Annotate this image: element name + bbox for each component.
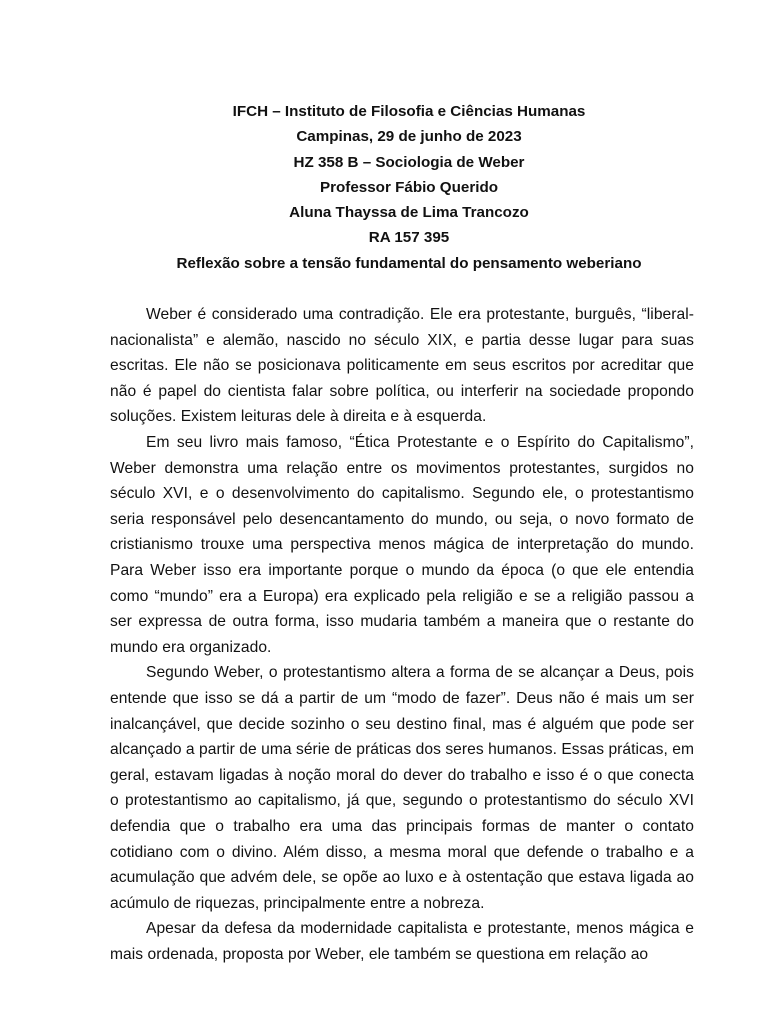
document-header bbox=[110, 99, 694, 276]
course-line: HZ 358 B – Sociologia de Weber bbox=[293, 153, 525, 171]
place-date-line: Campinas, 29 de junho de 2023 bbox=[296, 128, 522, 146]
paragraph: Segundo Weber, o protestantismo altera a forma de se alcançar a Deus, pois entende que isso se dá a partir de um “modo de fazer”. Deus não é mais um ser inalcançável, que decide sozinho o seu destino final, mas é alguém que pode ser alcançado a partir de uma série de práticas dos seres humanos. Essas práticas, em geral, estavam ligadas à noção moral do dever do trabalho e isso é o que conecta o protestantismo ao capitalismo, já que, segundo o protestantismo do século XVI defendia que o trabalho era uma das principais formas de manter o contato cotidiano com o divino. Além disso, a mesma moral que defende o trabalho e a acumulação que advém dele, se opõe ao luxo e à ostentação que estava ligada ao acúmulo de riquezas, principalmente entre a nobreza. bbox=[110, 664, 694, 912]
paragraph: Em seu livro mais famoso, “Ética Protestante e o Espírito do Capitalismo”, Weber demonstra uma relação entre os movimentos protestantes, surgidos no século XVI, e o desenvolvimento do capitalismo. Segundo ele, o protestantismo seria responsável pelo desencantamento do mundo, ou seja, o novo formato de cristianismo trouxe uma perspectiva menos mágica de interpretação do mundo. Para Weber isso era importante porque o mundo da época (o que ele entendia como “mundo” era a Europa) era explicado pela religião e se a religião passou a ser expressa de outra forma, isso mudaria também a maneira que o restante do mundo era organizado. bbox=[110, 434, 694, 656]
document-title: Reflexão sobre a tensão fundamental do pensamento weberiano bbox=[176, 254, 642, 272]
professor-line: Professor Fábio Querido bbox=[319, 178, 499, 196]
document-body bbox=[110, 302, 694, 967]
paragraph: Apesar da defesa da modernidade capitalista e protestante, menos mágica e mais ordenada, proposta por Weber, ele também se questiona em relação ao bbox=[110, 920, 694, 963]
paragraph: Weber é considerado uma contradição. Ele era protestante, burguês, “liberal-nacionalista” e alemão, nascido no século XIX, e partia desse lugar para suas escritas. Ele não se posicionava politicamente em seus escritos por acreditar que não é papel do cientista falar sobre política, ou interferir na sociedade propondo soluções. Existem leituras dele à direita e à esquerda. bbox=[110, 306, 694, 426]
institute-line: IFCH – Instituto de Filosofia e Ciências Humanas bbox=[232, 103, 586, 120]
student-ra-line: RA 157 395 bbox=[368, 229, 450, 247]
student-line: Aluna Thayssa de Lima Trancozo bbox=[289, 204, 529, 222]
